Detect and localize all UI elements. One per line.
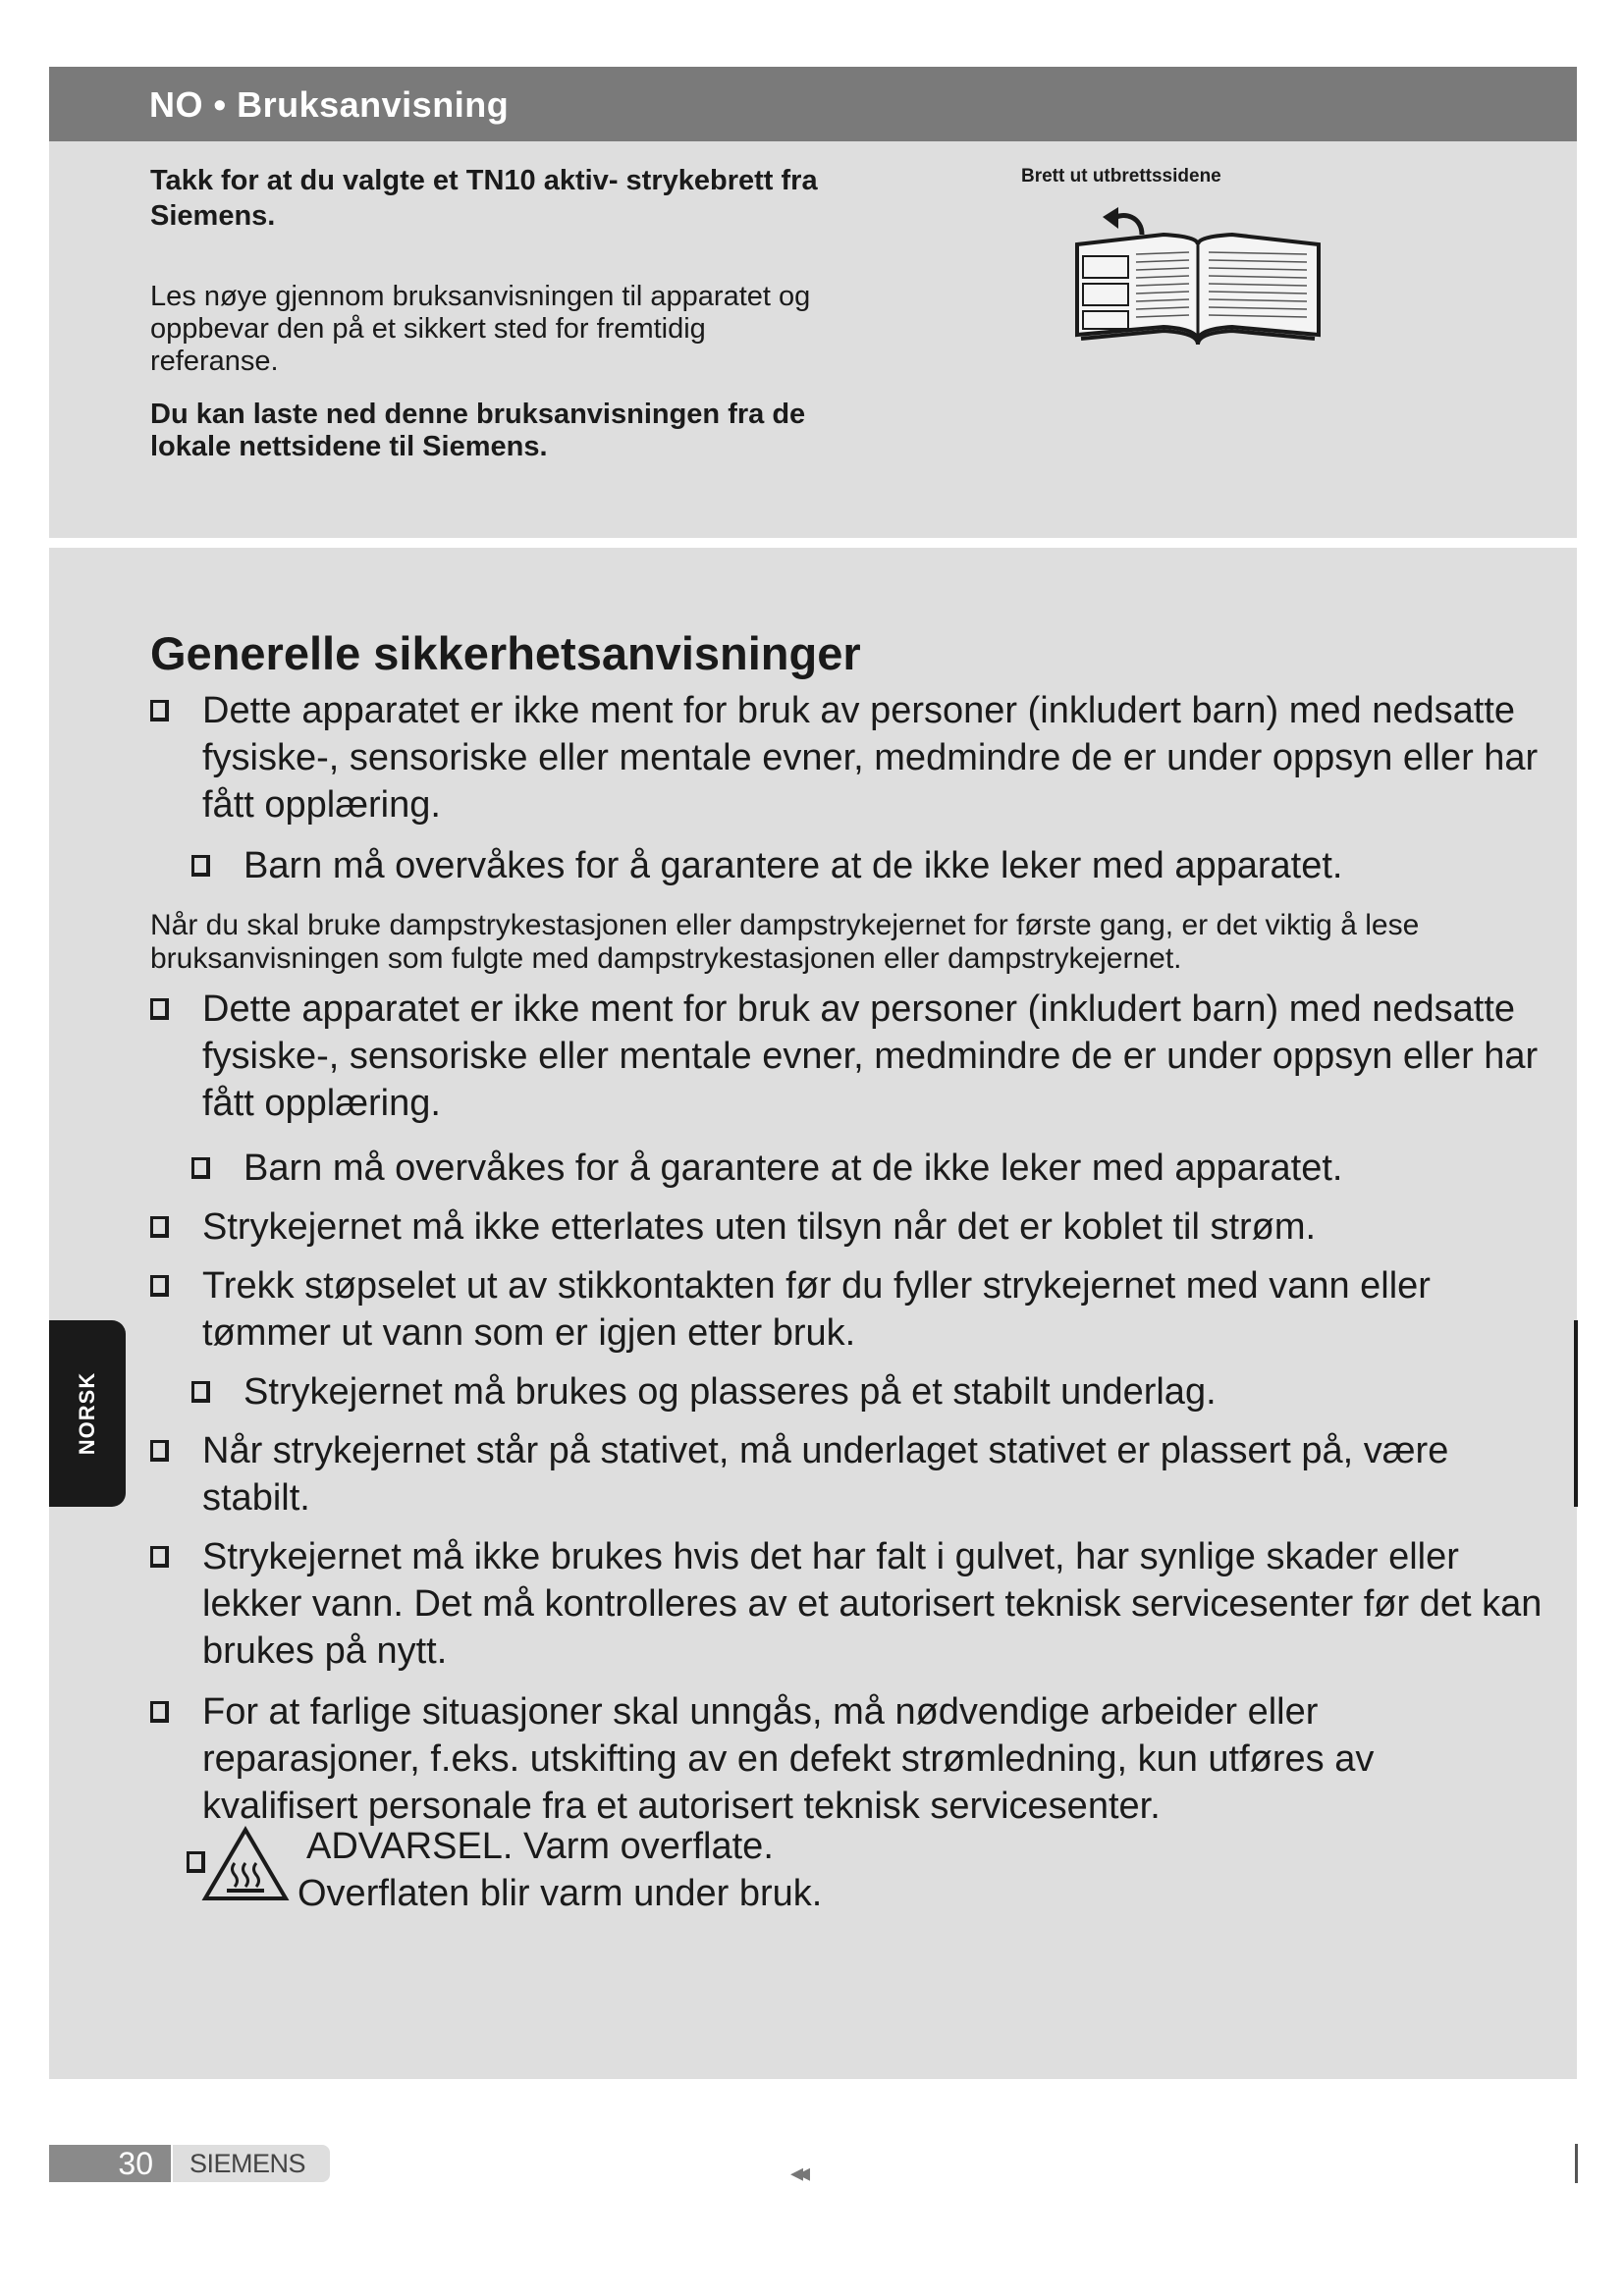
list-item: Strykejernet må ikke brukes hvis det har falt i gulvet, har synlige skader eller lekker vann. Det må kontrolleres av et autorisert teknisk servicesenter før det kan brukes på nytt. — [150, 1533, 1544, 1675]
checkbox-icon — [150, 998, 169, 1020]
list-item-sub: Barn må overvåkes for å garantere at de ikke leker med apparatet. — [191, 842, 1566, 889]
hot-surface-warning-icon — [201, 1826, 290, 1904]
checkbox-icon — [191, 1381, 210, 1403]
page-number-box — [49, 2145, 171, 2182]
brand-box — [173, 2145, 330, 2182]
intro-body: Les nøye gjennom bruksanvisningen til apparatet og oppbevar den på et sikkert sted for fremtidig referanse. — [150, 281, 811, 377]
checkbox-icon — [150, 1275, 169, 1297]
footer-edge-marker — [1575, 2144, 1578, 2183]
intro-panel — [49, 141, 1577, 538]
previous-page-icon[interactable]: ◂◂ — [790, 2158, 805, 2187]
list-item-sub: Barn må overvåkes for å garantere at de ikke leker med apparatet. — [191, 1145, 1566, 1192]
header-bar — [49, 67, 1577, 141]
intro-lead: Takk for at du valgte et TN10 aktiv- strykebrett fra Siemens. — [150, 165, 818, 232]
checkbox-icon — [150, 700, 169, 721]
checkbox-icon — [150, 1546, 169, 1568]
fold-out-caption: Brett ut utbrettssidene — [1021, 166, 1221, 187]
fold-out-book-icon — [1065, 197, 1330, 354]
list-item-sub: Strykejernet må brukes og plasseres på et stabilt underlag. — [191, 1368, 1566, 1415]
edge-marker — [1574, 1320, 1578, 1507]
page-header-title: NO • Bruksanvisning — [149, 84, 510, 125]
list-item: For at farlige situasjoner skal unngås, må nødvendige arbeider eller reparasjoner, f.eks. utskifting av en defekt strømledning, kun utføres av kvalifisert personale fra et autorisert teknisk servicesenter. — [150, 1688, 1525, 1830]
intro-download-note: Du kan laste ned denne bruksanvisningen fra de lokale nettsidene til Siemens. — [150, 399, 806, 462]
first-use-note: Når du skal bruke dampstrykestasjonen eller dampstrykejernet for første gang, er det viktig å lese bruksanvisningen som fulgte med dampstrykestasjonen eller dampstrykejernet. — [150, 909, 1420, 975]
list-item: Dette apparatet er ikke ment for bruk av personer (inkludert barn) med nedsatte fysiske-, sensoriske eller mentale evner, medmindre de er under oppsyn eller har fått opplæring. — [150, 687, 1544, 828]
warning-text: Overflaten blir varm under bruk. — [298, 1873, 823, 1914]
side-tab-label: NORSK — [75, 1371, 99, 1456]
page-number: 30 — [118, 2146, 153, 2181]
list-item: Når strykejernet står på stativet, må underlaget stativet er plassert på, være stabilt. — [150, 1427, 1505, 1522]
list-item: Trekk støpselet ut av stikkontakten før du fyller strykejernet med vann eller tømmer ut vann som er igjen etter bruk. — [150, 1262, 1544, 1357]
checkbox-icon — [150, 1701, 169, 1723]
section-heading: Generelle sikkerhetsanvisninger — [150, 627, 861, 679]
checkbox-icon — [150, 1440, 169, 1462]
brand-name: SIEMENS — [189, 2149, 306, 2178]
checkbox-icon — [191, 855, 210, 877]
list-item: Dette apparatet er ikke ment for bruk av personer (inkludert barn) med nedsatte fysiske-, sensoriske eller mentale evner, medmindre de er under oppsyn eller har fått opplæring. — [150, 986, 1544, 1127]
checkbox-icon — [150, 1216, 169, 1238]
language-side-tab — [49, 1320, 126, 1507]
safety-panel — [49, 548, 1577, 2079]
warning-title: ADVARSEL. Varm overflate. — [306, 1826, 774, 1867]
list-item: Strykejernet må ikke etterlates uten tilsyn når det er koblet til strøm. — [150, 1203, 1544, 1251]
checkbox-icon — [191, 1157, 210, 1179]
